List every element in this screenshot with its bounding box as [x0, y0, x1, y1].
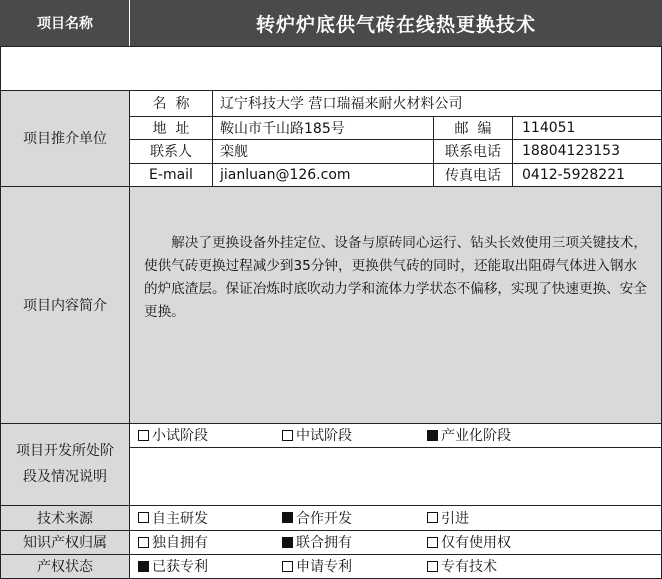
checkbox-icon: [427, 512, 438, 523]
checkbox-icon: [282, 537, 293, 548]
source-option-imported[interactable]: [427, 505, 607, 530]
address-value: 鞍山市千山路185号: [220, 120, 345, 137]
option-label: 合作开发: [296, 510, 352, 527]
ip-status-label: 产权状态: [37, 559, 93, 575]
option-label: 引进: [441, 510, 469, 527]
project-name-label: 项目名称: [37, 16, 93, 32]
email-label: E-mail: [149, 166, 193, 183]
address-label: 地 址: [152, 120, 190, 137]
ip-ownership-label: 知识产权归属: [23, 535, 107, 551]
status-option-proprietary[interactable]: [427, 554, 607, 578]
content-label: 项目内容简介: [23, 297, 107, 314]
option-label: 自主研发: [152, 510, 208, 527]
option-label: 已获专利: [152, 559, 208, 575]
name-label: 名 称: [152, 96, 190, 112]
status-option-applying[interactable]: [282, 554, 422, 578]
project-title: 转炉炉底供气砖在线热更换技术: [255, 13, 536, 36]
source-option-cooperative[interactable]: [282, 505, 422, 530]
stage-option-industrial[interactable]: [427, 423, 607, 447]
checkbox-icon: [138, 561, 149, 572]
status-option-patented[interactable]: [138, 554, 278, 578]
source-option-independent[interactable]: [138, 505, 278, 530]
stage-option-intermediate[interactable]: [282, 423, 422, 447]
option-label: 独自拥有: [152, 535, 208, 551]
option-label: 申请专利: [296, 559, 352, 575]
postcode-label: 邮 编: [454, 120, 492, 137]
stage-option-pilot[interactable]: [138, 423, 278, 447]
stage-label-line1: 项目开发所处阶: [16, 443, 114, 459]
option-label: 专有技术: [441, 559, 497, 575]
phone-value: 18804123153: [522, 143, 620, 159]
contact-value: 栾舰: [220, 144, 248, 160]
ip-option-use-only[interactable]: [427, 530, 607, 554]
ip-option-sole[interactable]: [138, 530, 278, 554]
stage-label-line2: 段及情况说明: [23, 469, 107, 485]
option-label: 仅有使用权: [441, 535, 511, 551]
stage-label: [0, 423, 130, 505]
checkbox-icon: [138, 537, 149, 548]
phone-label: 联系电话: [445, 144, 501, 160]
checkbox-icon: [138, 512, 149, 523]
content-text: 解决了更换设备外挂定位、设备与原砖同心运行、钻头长效使用三项关键技术，使供气砖更换过程减少到35分钟，更换供气砖的同时，还能取出阻碍气体进入钢水的炉底渣层。保证冶炼时底吹动力学和流体力学状态不偏移，实现了快速更换、安全更换。: [144, 235, 647, 320]
recommend-unit-label: 项目推介单位: [23, 131, 107, 147]
email-value: jianluan@126.com: [220, 166, 351, 183]
checkbox-icon: [427, 430, 438, 441]
checkbox-icon: [282, 512, 293, 523]
option-label: 中试阶段: [296, 428, 352, 444]
ip-option-joint[interactable]: [282, 530, 422, 554]
tech-source-label: 技术来源: [37, 510, 93, 527]
option-label: 小试阶段: [152, 428, 208, 444]
contact-label: 联系人: [150, 144, 192, 160]
postcode-value: 114051: [522, 119, 576, 136]
fax-value: 0412-5928221: [522, 166, 626, 183]
option-label: 产业化阶段: [441, 428, 511, 444]
checkbox-icon: [427, 537, 438, 548]
checkbox-icon: [138, 430, 149, 441]
fax-label: 传真电话: [445, 167, 501, 184]
checkbox-icon: [282, 561, 293, 572]
checkbox-icon: [427, 561, 438, 572]
option-label: 联合拥有: [296, 535, 352, 551]
checkbox-icon: [282, 430, 293, 441]
name-value: 辽宁科技大学 营口瑞福来耐火材料公司: [220, 96, 463, 112]
